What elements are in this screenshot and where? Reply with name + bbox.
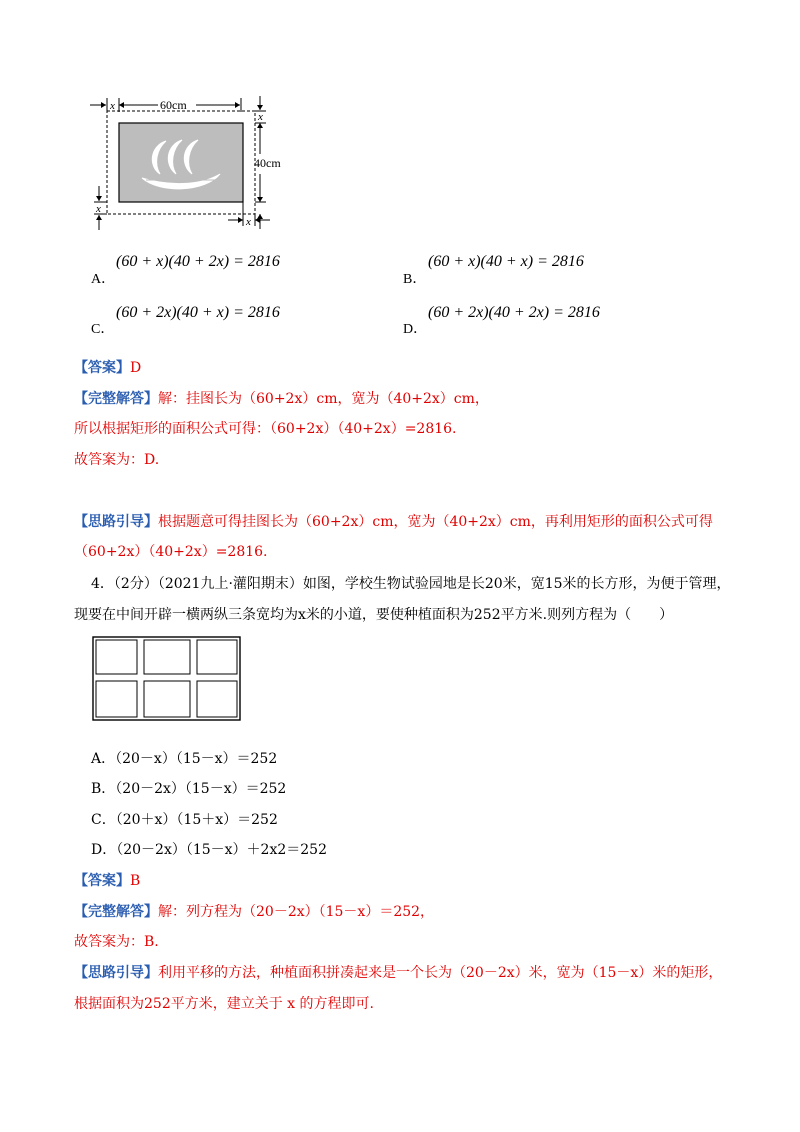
- x-label-bottom-right: x: [246, 216, 251, 228]
- q3-hint: [74, 512, 713, 532]
- q3-option-c-equation: (60 + 2x)(40 + x) = 2816: [116, 304, 280, 321]
- q4-stem-line-1: 4．（2分）（2021九上·灌阳期末）如图，学校生物试验园地是长20米，宽15米的长方形，为便于管理，: [91, 576, 731, 592]
- answer-tag: 【答案】: [74, 360, 130, 376]
- q3-option-c-letter[interactable]: C．: [91, 322, 115, 337]
- hint-tag: 【思路引导】: [74, 514, 158, 530]
- q4-option-d[interactable]: D．（20－2x）（15－x）＋2x2＝252: [91, 842, 327, 858]
- garden-paths-figure: [92, 636, 242, 722]
- q4-option-a[interactable]: A．（20－x）（15－x）＝252: [91, 751, 278, 767]
- solution-tag: 【完整解答】: [74, 904, 158, 920]
- q4-stem-line-2: 现要在中间开辟一横两纵三条宽均为x米的小道，要使种植面积为252平方米.则列方程为（ ）: [74, 607, 674, 623]
- x-label-left-bottom: x: [96, 203, 101, 215]
- solution-line-1: 解：列方程为（20－2x）（15－x）＝252，: [158, 904, 435, 920]
- hint-line-1: 利用平移的方法，种植面积拼凑起来是一个长为（20－2x）米，宽为（15－x）米的矩形，: [158, 965, 723, 981]
- solution-line-1: 解：挂图长为（60+2x）cm，宽为（40+2x）cm，: [158, 391, 489, 407]
- answer-value: D: [130, 360, 142, 376]
- hint-line-2: （60+2x）（40+2x）=2816.: [74, 544, 268, 560]
- hanging-picture-figure: [88, 94, 281, 234]
- hint-tag: 【思路引导】: [74, 965, 158, 981]
- q4-hint: [74, 963, 722, 983]
- solution-line-2: 故答案为：B.: [74, 934, 159, 950]
- q3-option-d-equation: (60 + 2x)(40 + 2x) = 2816: [428, 304, 600, 321]
- x-label-right-top: x: [258, 111, 263, 123]
- q3-option-d-letter[interactable]: D．: [403, 322, 428, 337]
- answer-value: B: [130, 873, 141, 889]
- q3-option-b-letter[interactable]: B．: [403, 272, 427, 287]
- q4-solution: [74, 902, 434, 922]
- q3-option-a-equation: (60 + x)(40 + 2x) = 2816: [116, 253, 280, 270]
- solution-line-2: 所以根据矩形的面积公式可得：（60+2x）（40+2x）=2816.: [74, 421, 457, 437]
- hint-line-2: 根据面积为252平方米，建立关于 x 的方程即可.: [74, 996, 374, 1012]
- q4-option-b[interactable]: B．（20－2x）（15－x）＝252: [91, 781, 287, 797]
- width-label: 60cm: [160, 98, 187, 112]
- q3-solution: [74, 389, 489, 409]
- solution-line-3: 故答案为：D.: [74, 452, 160, 468]
- solution-tag: 【完整解答】: [74, 391, 158, 407]
- hint-line-1: 根据题意可得挂图长为（60+2x）cm，宽为（40+2x）cm，再利用矩形的面积公式可得: [158, 514, 713, 530]
- q3-answer: [74, 358, 141, 378]
- x-label-top-left: x: [110, 100, 115, 112]
- q3-option-b-equation: (60 + x)(40 + x) = 2816: [428, 253, 584, 270]
- q3-option-a-letter[interactable]: A．: [91, 272, 116, 287]
- height-label: 40cm: [254, 156, 281, 170]
- q4-option-c[interactable]: C．（20＋x）（15＋x）＝252: [91, 812, 278, 828]
- answer-tag: 【答案】: [74, 873, 130, 889]
- q4-answer: [74, 871, 140, 891]
